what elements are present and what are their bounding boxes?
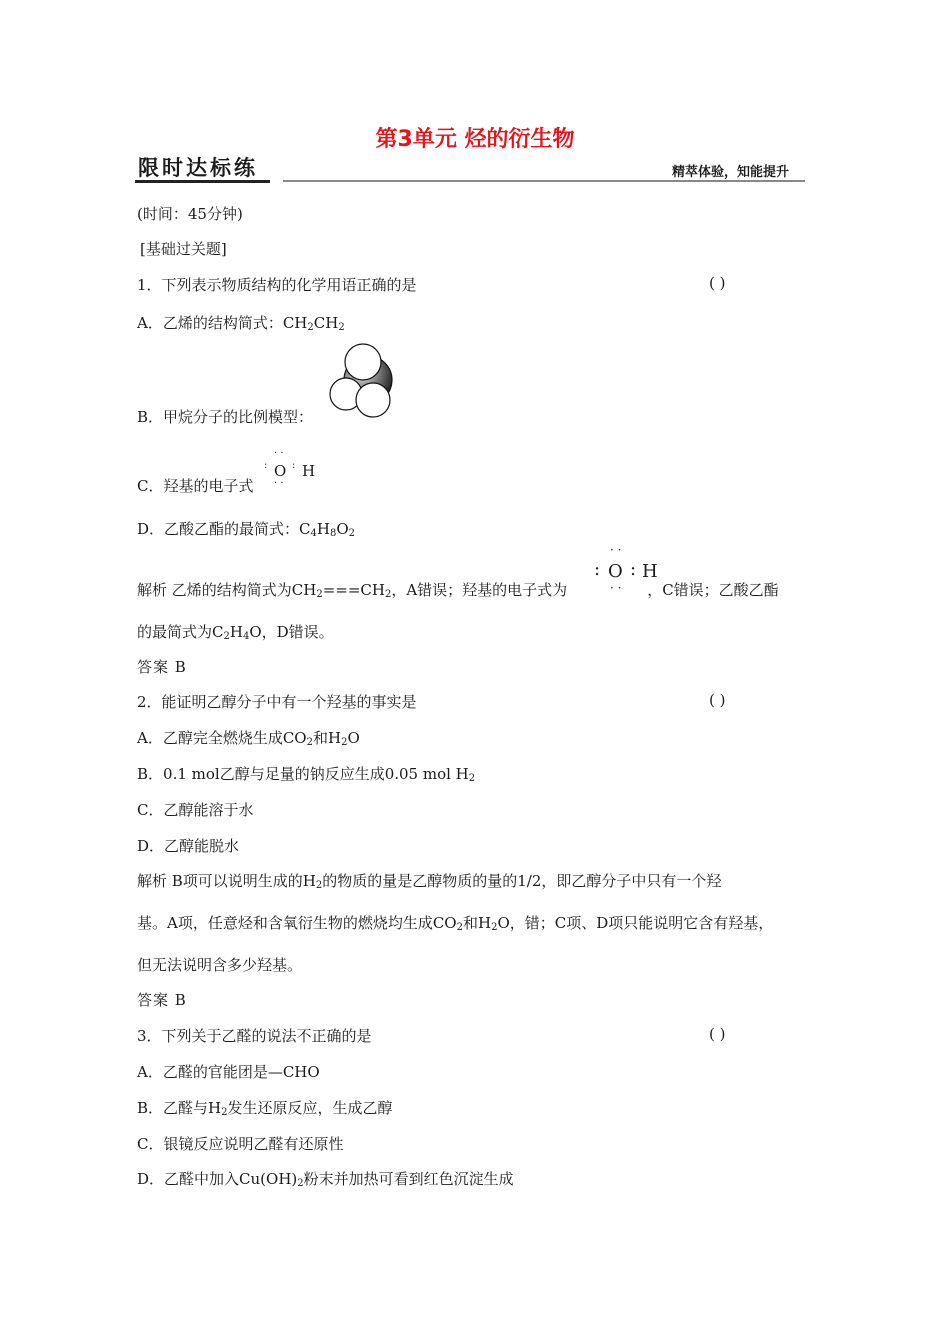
q2-answer: 答案 B — [137, 991, 187, 1009]
q2-option-b: B．0.1 mol乙醇与足量的钠反应生成0.05 mol $H_2$ — [137, 765, 476, 784]
q2-explanation-line2: 基。A项，任意烃和含氧衍生物的燃烧均生成$CO_2$和$H_2O$，错；C项、D项只能说明它含有羟基， — [137, 914, 774, 933]
q1-option-c: C．羟基的电子式 — [137, 477, 254, 495]
q2-option-a: A．乙醇完全燃烧生成$CO_2$和$H_2O$ — [137, 729, 360, 748]
q2-explanation-line1: 解析 B项可以说明生成的$H_2$的物质的量是乙醇物质的量的1/2，即乙醇分子中只有一个羟 — [137, 872, 722, 891]
q1-explanation-line2: 的最简式为$C_2H_4O$，D错误。 — [137, 623, 334, 642]
banner-rule-thick — [135, 180, 270, 183]
time-limit: (时间：45分钟) — [137, 205, 243, 223]
hydroxyl-electron-formula-large: · · : O : H · · — [594, 543, 658, 595]
q2-option-d: D．乙醇能脱水 — [137, 837, 240, 855]
q3-option-a: A．乙醛的官能团是—CHO — [137, 1063, 320, 1081]
methane-model-image — [328, 342, 404, 418]
q1-answer: 答案 B — [137, 658, 187, 676]
q2-stem: 2．能证明乙醇分子中有一个羟基的事实是 — [137, 693, 417, 711]
q1-option-a: A．乙烯的结构简式：$CH_2CH_2$ — [137, 314, 345, 333]
q3-answer-paren: ( ) — [709, 1025, 726, 1043]
q2-explanation-line3: 但无法说明含多少羟基。 — [137, 956, 303, 974]
q3-stem: 3．下列关于乙醛的说法不正确的是 — [137, 1027, 372, 1045]
banner-slogan: 精萃体验，知能提升 — [672, 165, 790, 180]
q3-option-b: B．乙醛与$H_2$发生还原反应，生成乙醇 — [137, 1099, 393, 1118]
section-label: [基础过关题] — [140, 240, 227, 258]
banner-rule-thin — [283, 180, 805, 182]
q1-option-b: B．甲烷分子的比例模型： — [137, 408, 314, 426]
q2-option-c: C．乙醇能溶于水 — [137, 801, 254, 819]
banner-label: 限时达标练 — [138, 156, 258, 180]
q2-answer-paren: ( ) — [709, 691, 726, 709]
q1-stem: 1．下列表示物质结构的化学用语正确的是 — [137, 276, 417, 294]
hydroxyl-electron-formula-small: · · : O : H · · — [264, 448, 316, 489]
q3-option-c: C．银镜反应说明乙醛有还原性 — [137, 1135, 344, 1153]
q1-explanation-line1: 解析 乙烯的结构简式为$CH_2===CH_2$，A错误；羟基的电子式为 ，C错误；乙酸乙酯 — [137, 581, 779, 600]
q1-option-d: D．乙酸乙酯的最简式：$C_4H_8O_2$ — [137, 520, 356, 539]
page-title: 第3单元 烃的衍生物 — [375, 127, 575, 152]
q3-option-d: D．乙醛中加入$Cu(OH)_2$粉末并加热可看到红色沉淀生成 — [137, 1170, 514, 1189]
q1-answer-paren: ( ) — [709, 274, 726, 292]
